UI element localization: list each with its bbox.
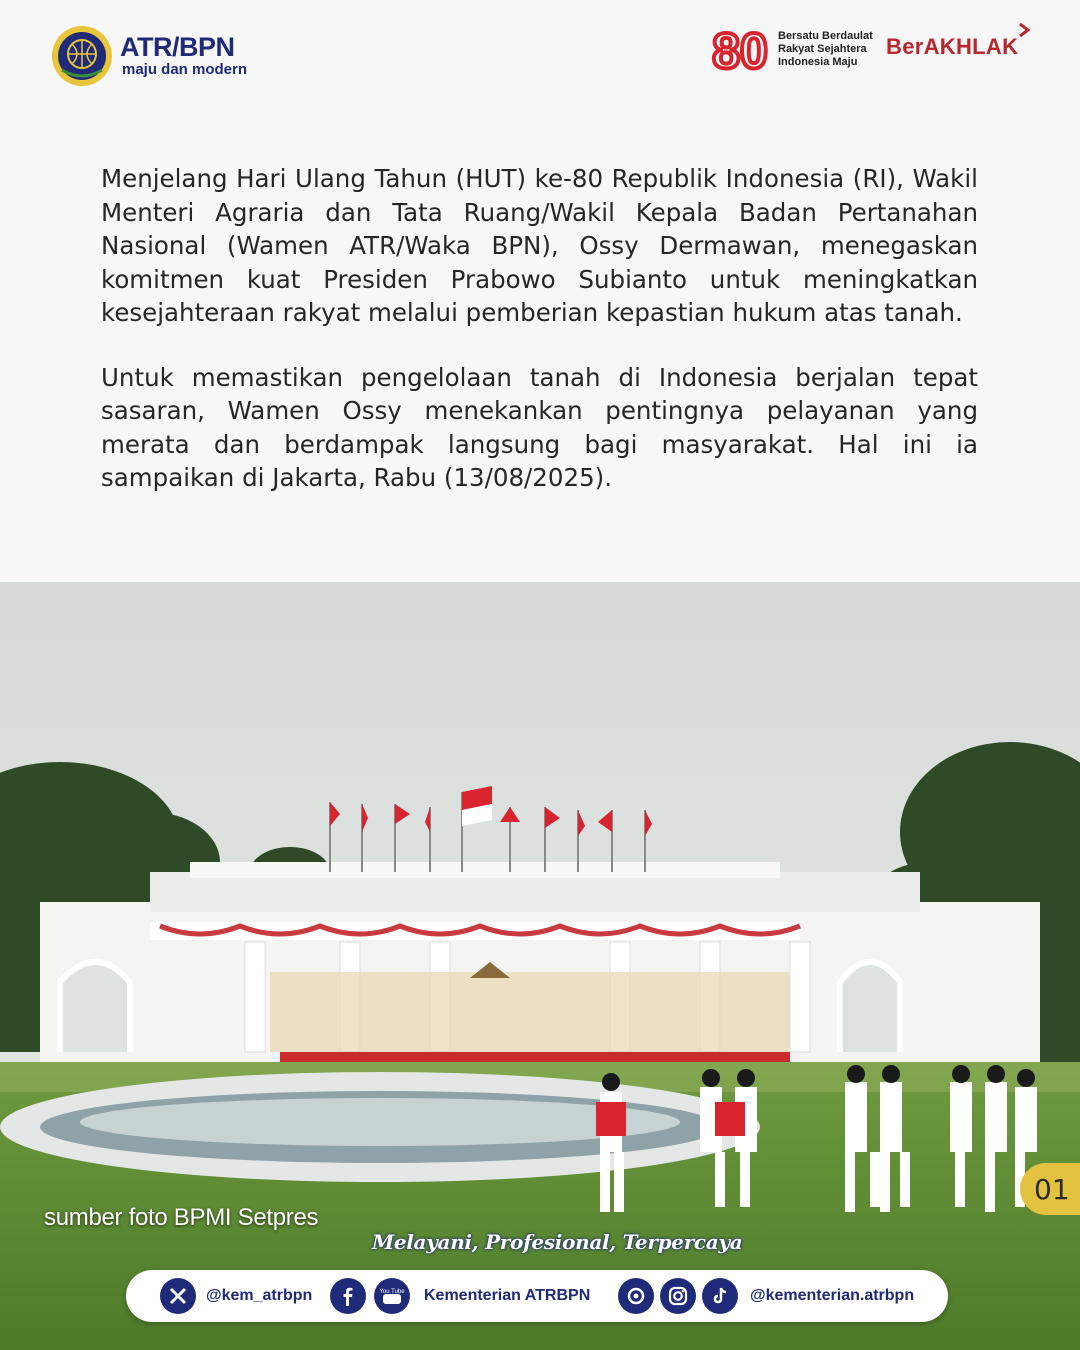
ministry-name-handle[interactable]: Kementerian ATRBPN: [424, 1287, 591, 1304]
photo-credit: sumber foto BPMI Setpres: [44, 1204, 319, 1231]
brand-tagline: maju dan modern: [122, 61, 248, 78]
instagram-icon[interactable]: [660, 1278, 696, 1314]
youtube-badge: You Tube: [379, 1289, 405, 1295]
page-number: 01: [1034, 1173, 1070, 1206]
motto-text: Melayani, Profesional, Terpercaya: [372, 1230, 743, 1254]
hut-theme-text: Bersatu Berdaulat Rakyat Sejahtera Indonesia Maju: [778, 30, 873, 68]
youtube-icon[interactable]: [374, 1278, 410, 1314]
fountain: [0, 1072, 760, 1182]
tiktok-icon[interactable]: [702, 1278, 738, 1314]
page-number-badge: [1020, 1163, 1080, 1215]
social-media-bar: [126, 1270, 948, 1322]
x-handle[interactable]: @kem_atrbpn: [206, 1287, 313, 1304]
instagram-handle[interactable]: @kementerian.atrbpn: [750, 1287, 915, 1304]
x-twitter-icon[interactable]: [160, 1278, 196, 1314]
atr-bpn-logo: [50, 24, 270, 88]
article-paragraph: Untuk memastikan pengelolaan tanah di Indonesia berjalan tepat sasaran, Wamen Ossy menekankan pentingnya pelayanan yang merata dan berdampak langsung bagi masyarakat. Hal ini ia sampaikan di Jakarta, Rabu (13/08/2025).: [101, 362, 978, 492]
article-body: [101, 162, 978, 526]
article-paragraph: Menjelang Hari Ulang Tahun (HUT) ke-80 Republik Indonesia (RI), Wakil Menteri Agraria dan Tata Ruang/Wakil Kepala Badan Pertanahan Nasional (Wamen ATR/Waka BPN), Ossy Dermawan, menegaskan komitmen kuat Presiden Prabowo Subianto untuk meningkatkan kesejahteraan rakyat melalui pemberian kepastian hukum atas tanah.: [101, 164, 978, 327]
brand-name: ATR/BPN: [120, 32, 235, 62]
atr-bpn-emblem-icon: [50, 24, 114, 88]
threads-icon[interactable]: [618, 1278, 654, 1314]
hut-80-emblem-icon: [710, 22, 774, 78]
facebook-icon[interactable]: [330, 1278, 366, 1314]
palace-building: [40, 862, 1040, 1082]
header: [0, 0, 1080, 110]
hut-ri-80-logo: [710, 18, 1040, 82]
berakhlak-logo: BerAKHLAK: [886, 34, 1019, 59]
chevron-right-icon: [1016, 22, 1032, 38]
hut-80-number: 80: [712, 23, 768, 79]
